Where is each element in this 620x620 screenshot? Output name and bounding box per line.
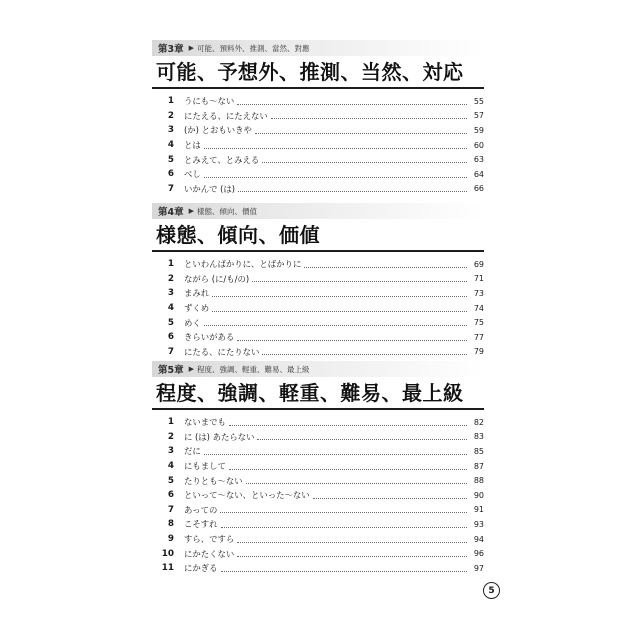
entry-label: (か) とおもいきや — [184, 125, 252, 136]
toc-list — [152, 94, 484, 196]
toc-entry[interactable] — [152, 503, 484, 518]
entry-number: 2 — [167, 431, 174, 442]
toc-entry[interactable] — [152, 257, 484, 272]
entry-page: 83 — [473, 432, 484, 442]
entry-page: 60 — [473, 140, 484, 150]
toc-entry[interactable] — [152, 546, 484, 561]
entry-label: すら、ですら — [184, 534, 235, 545]
toc-entry[interactable] — [152, 152, 484, 167]
entry-number: 6 — [167, 332, 174, 343]
chapter-number: 第4章 — [158, 207, 184, 218]
chapter-subtitle: 程度、強調、輕重、難易、最上級 — [197, 364, 310, 374]
entry-number: 5 — [167, 475, 174, 486]
entry-label: に (は) あたらない — [184, 431, 255, 442]
divider — [152, 87, 484, 89]
chapter-subtitle: 可能、預料外、推測、當然、對應 — [197, 43, 310, 53]
entry-page: 66 — [473, 184, 484, 194]
dot-leader — [229, 469, 467, 470]
entry-label: とは — [184, 140, 201, 151]
toc-entry[interactable] — [152, 517, 484, 532]
entry-number: 9 — [167, 534, 174, 545]
entry-page: 77 — [473, 332, 484, 342]
dot-leader — [204, 325, 467, 326]
entry-label: まみれ — [184, 288, 210, 299]
entry-number: 7 — [167, 183, 174, 194]
entry-number: 7 — [167, 346, 174, 357]
toc-entry[interactable] — [152, 109, 484, 124]
toc-entry[interactable] — [152, 301, 484, 316]
entry-number: 6 — [167, 490, 174, 501]
chapter-number: 第3章 — [158, 44, 184, 55]
entry-label: にかぎる — [184, 563, 218, 574]
toc-entry[interactable] — [152, 123, 484, 138]
chapter-header — [152, 361, 484, 377]
dot-leader — [255, 133, 467, 134]
entry-label: といわんばかりに、とばかりに — [184, 259, 302, 270]
entry-label: たりとも〜ない — [184, 475, 243, 486]
chapter-header — [152, 203, 484, 219]
triangle-icon: ▶ — [188, 44, 195, 52]
entry-page: 96 — [473, 549, 484, 559]
entry-page: 82 — [473, 417, 484, 427]
entry-label: にかたくない — [184, 548, 235, 559]
toc-entry[interactable] — [152, 315, 484, 330]
entry-page: 79 — [473, 347, 484, 357]
entry-label: あっての — [184, 504, 218, 515]
chapter-title: 様態、傾向、価値 — [156, 223, 320, 247]
entry-page: 97 — [473, 563, 484, 573]
chapter-3-section — [152, 40, 484, 196]
toc-entry[interactable] — [152, 444, 484, 459]
entry-page: 59 — [473, 125, 484, 135]
dot-leader — [252, 281, 467, 282]
toc-entry[interactable] — [152, 459, 484, 474]
entry-number: 3 — [167, 125, 174, 136]
entry-page: 69 — [473, 259, 484, 269]
entry-label: めく — [184, 317, 201, 328]
entry-label: ながら (に/も/の) — [184, 273, 250, 284]
entry-number: 3 — [167, 288, 174, 299]
entry-label: にたえる、にたえない — [184, 110, 268, 121]
entry-number: 10 — [161, 548, 174, 559]
toc-entry[interactable] — [152, 286, 484, 301]
entry-number: 2 — [167, 110, 174, 121]
entry-label: こそすれ — [184, 519, 218, 530]
entry-label: うにも〜ない — [184, 96, 235, 107]
entry-label: きらいがある — [184, 332, 235, 343]
triangle-icon: ▶ — [188, 365, 195, 373]
divider — [152, 408, 484, 410]
chapter-number: 第5章 — [158, 365, 184, 376]
entry-page: 75 — [473, 318, 484, 328]
entry-label: といって〜ない、といった〜ない — [184, 490, 310, 501]
dot-leader — [221, 571, 468, 572]
toc-entry[interactable] — [152, 94, 484, 109]
toc-entry[interactable] — [152, 182, 484, 197]
toc-entry[interactable] — [152, 330, 484, 345]
dot-leader — [262, 354, 467, 355]
entry-label: だに — [184, 446, 201, 457]
entry-page: 73 — [473, 288, 484, 298]
entry-page: 91 — [473, 505, 484, 515]
entry-number: 11 — [161, 563, 174, 574]
entry-page: 85 — [473, 446, 484, 456]
dot-leader — [237, 542, 467, 543]
toc-entry[interactable] — [152, 415, 484, 430]
dot-leader — [313, 498, 467, 499]
dot-leader — [246, 483, 467, 484]
entry-number: 5 — [167, 317, 174, 328]
dot-leader — [212, 311, 467, 312]
entry-number: 5 — [167, 154, 174, 165]
dot-leader — [237, 556, 467, 557]
dot-leader — [204, 148, 467, 149]
entry-label: いかんで (は) — [184, 183, 236, 194]
entry-number: 6 — [167, 169, 174, 180]
dot-leader — [204, 454, 467, 455]
toc-entry[interactable] — [152, 138, 484, 153]
entry-page: 88 — [473, 476, 484, 486]
dot-leader — [220, 512, 467, 513]
entry-page: 93 — [473, 519, 484, 529]
chapter-5-section — [152, 361, 484, 576]
dot-leader — [257, 439, 467, 440]
toc-entry[interactable] — [152, 488, 484, 503]
dot-leader — [238, 191, 467, 192]
entry-number: 4 — [167, 461, 174, 472]
toc-entry[interactable] — [152, 272, 484, 287]
toc-entry[interactable] — [152, 473, 484, 488]
entry-label: にたる、にたりない — [184, 346, 260, 357]
toc-entry[interactable] — [152, 167, 484, 182]
entry-label: ずくめ — [184, 303, 210, 314]
chapter-subtitle: 樣態、傾向、價值 — [197, 206, 258, 216]
toc-entry[interactable] — [152, 561, 484, 576]
entry-number: 7 — [167, 504, 174, 515]
entry-number: 3 — [167, 446, 174, 457]
toc-list — [152, 257, 484, 359]
entry-page: 87 — [473, 461, 484, 471]
toc-list — [152, 415, 484, 576]
dot-leader — [237, 340, 467, 341]
entry-page: 71 — [473, 274, 484, 284]
entry-label: ないまでも — [184, 417, 226, 428]
entry-page: 94 — [473, 534, 484, 544]
dot-leader — [229, 425, 467, 426]
dot-leader — [221, 527, 468, 528]
entry-number: 1 — [167, 417, 174, 428]
entry-number: 4 — [167, 140, 174, 151]
dot-leader — [271, 118, 467, 119]
dot-leader — [212, 296, 467, 297]
entry-page: 57 — [473, 111, 484, 121]
entry-page: 55 — [473, 96, 484, 106]
chapter-header — [152, 40, 484, 56]
chapter-title: 程度、強調、軽重、難易、最上級 — [156, 381, 464, 405]
dot-leader — [237, 104, 467, 105]
entry-number: 1 — [167, 259, 174, 270]
dot-leader — [262, 162, 467, 163]
entry-number: 1 — [167, 96, 174, 107]
triangle-icon: ▶ — [188, 207, 195, 215]
entry-number: 2 — [167, 273, 174, 284]
dot-leader — [304, 267, 467, 268]
entry-page: 90 — [473, 490, 484, 500]
dot-leader — [204, 177, 467, 178]
toc-entry[interactable] — [152, 532, 484, 547]
entry-label: にもまして — [184, 461, 226, 472]
divider — [152, 250, 484, 252]
page-number: 5 — [483, 582, 500, 599]
entry-label: べし — [184, 169, 201, 180]
toc-entry[interactable] — [152, 430, 484, 445]
entry-number: 8 — [167, 519, 174, 530]
entry-page: 63 — [473, 155, 484, 165]
entry-label: とみえて、とみえる — [184, 154, 260, 165]
chapter-4-section — [152, 203, 484, 359]
toc-entry[interactable] — [152, 345, 484, 360]
entry-number: 4 — [167, 303, 174, 314]
entry-page: 74 — [473, 303, 484, 313]
chapter-title: 可能、予想外、推測、当然、対応 — [156, 60, 464, 84]
entry-page: 64 — [473, 169, 484, 179]
